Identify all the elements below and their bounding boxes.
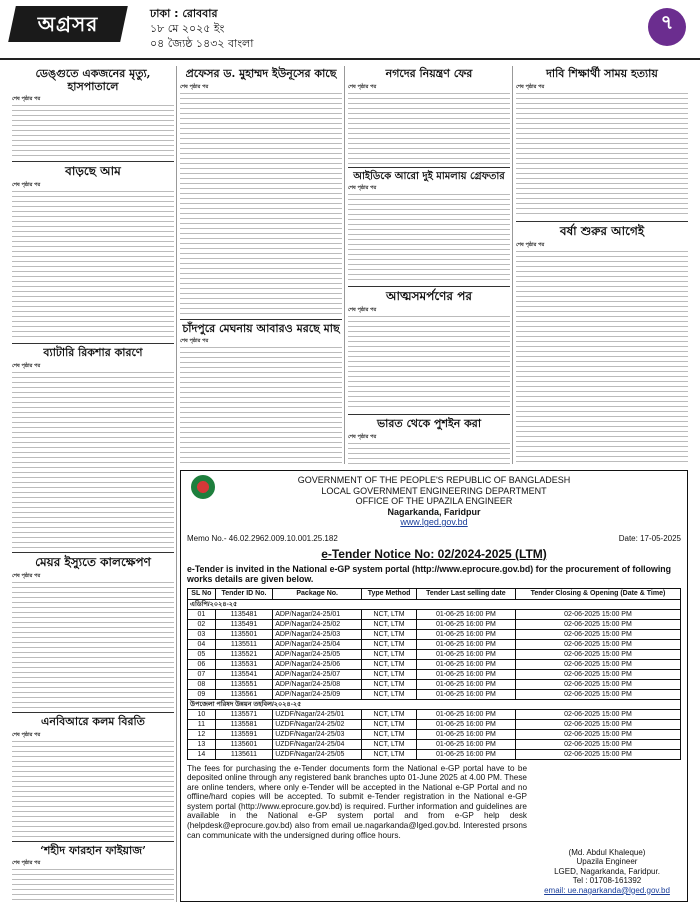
byline: শেষ পৃষ্ঠার পর xyxy=(516,83,545,90)
closing-date-cell: 02-06-2025 15:00 PM xyxy=(515,749,680,759)
tender-id-cell: 1135521 xyxy=(215,649,273,659)
tender-id-cell: 1135481 xyxy=(215,609,273,619)
sl-cell: 05 xyxy=(188,649,216,659)
gov-line: Nagarkanda, Faridpur xyxy=(387,506,481,517)
dateline xyxy=(150,6,253,51)
article-body xyxy=(12,581,174,709)
tender-id-cell: 1135571 xyxy=(215,709,273,719)
byline: শেষ পৃষ্ঠার পর xyxy=(348,185,377,192)
tender-id-cell: 1135581 xyxy=(215,719,273,729)
article-headline: ‘শহীদ ফারহান ফাইয়াজ’ xyxy=(40,843,146,857)
article-headline: মেয়র ইস্যুতে কালক্ষেপণ xyxy=(35,555,151,569)
signer-name: (Md. Abdul Khaleque) xyxy=(568,847,646,857)
table-row xyxy=(188,659,681,669)
byline: শেষ পৃষ্ঠার পর xyxy=(12,182,41,189)
package-cell: ADP/Nagar/24-25/05 xyxy=(273,649,362,659)
table-row xyxy=(188,739,681,749)
table-row xyxy=(188,719,681,729)
byline: শেষ পৃষ্ঠার পর xyxy=(12,731,41,738)
table-header-cell: Tender Closing & Opening (Date & Time) xyxy=(515,588,680,599)
article-body xyxy=(516,250,688,464)
byline: শেষ পৃষ্ঠার পর xyxy=(348,433,377,440)
table-row xyxy=(188,629,681,639)
selling-date-cell: 01-06-25 16:00 PM xyxy=(416,739,515,749)
package-cell: ADP/Nagar/24-25/08 xyxy=(273,679,362,689)
closing-date-cell: 02-06-2025 15:00 PM xyxy=(515,669,680,679)
divider xyxy=(12,343,174,344)
tender-id-cell: 1135601 xyxy=(215,739,273,749)
byline: শেষ পৃষ্ঠার পর xyxy=(12,860,41,867)
method-cell: NCT, LTM xyxy=(362,719,417,729)
selling-date-cell: 01-06-25 16:00 PM xyxy=(416,689,515,699)
selling-date-cell: 01-06-25 16:00 PM xyxy=(416,619,515,629)
article-body xyxy=(180,346,342,464)
package-cell: UZDF/Nagar/24-25/04 xyxy=(273,739,362,749)
article-headline: ভারত থেকে পুশইন করা xyxy=(376,417,482,431)
package-cell: UZDF/Nagar/24-25/03 xyxy=(273,729,362,739)
sl-cell: 03 xyxy=(188,629,216,639)
article-body xyxy=(348,442,510,464)
method-cell: NCT, LTM xyxy=(362,709,417,719)
tender-id-cell: 1135611 xyxy=(215,749,273,759)
article-headline: দাবি শিক্ষার্থী সাময় হত্যায় xyxy=(546,67,658,80)
article-body xyxy=(180,92,342,316)
article-body xyxy=(12,868,174,902)
tender-footer: The fees for purchasing the e-Tender documents form the National e-GP portal have to be deposited online through any registered bank branches upto 01-June 2025 at 4.00 PM. These are online tenders, where only e-Tender will be accepted in the National e-GP Portal and no offline/hard copies will be accepted. To submit e-Tender registration in the National e-GP system portal (http://www.eprocure.gov.bd) is required. Further information and guidelines are available in the National e-GP system portal and from e-GP help desk (helpdesk@eprocure.gov.bd) also from email ue.nagarkanda@lged.gov.bd. Interested prsons can communicate with the undersigned during office hours. xyxy=(187,763,527,840)
divider xyxy=(348,167,510,168)
method-cell: NCT, LTM xyxy=(362,689,417,699)
signature-block xyxy=(537,848,677,895)
table-row xyxy=(188,749,681,759)
news-column-3 xyxy=(348,66,510,464)
column-divider xyxy=(344,66,345,464)
memo-number: Memo No.- 46.02.2962.009.10.001.25.182 xyxy=(187,533,338,543)
table-row xyxy=(188,669,681,679)
divider xyxy=(348,286,510,287)
table-header-cell: Tender ID No. xyxy=(215,588,273,599)
closing-date-cell: 02-06-2025 15:00 PM xyxy=(515,689,680,699)
package-cell: ADP/Nagar/24-25/06 xyxy=(273,659,362,669)
package-cell: UZDF/Nagar/24-25/01 xyxy=(273,709,362,719)
byline: শেষ পৃষ্ঠার পর xyxy=(12,96,41,103)
article-headline: এনবিআরে কলম বিরতি xyxy=(41,714,145,728)
package-cell: ADP/Nagar/24-25/07 xyxy=(273,669,362,679)
gov-line: OFFICE OF THE UPAZILA ENGINEER xyxy=(355,496,513,506)
byline: শেষ পৃষ্ঠার পর xyxy=(12,362,41,369)
method-cell: NCT, LTM xyxy=(362,679,417,689)
gov-line: LOCAL GOVERNMENT ENGINEERING DEPARTMENT xyxy=(321,485,547,496)
sl-cell: 08 xyxy=(188,679,216,689)
package-cell: ADP/Nagar/24-25/03 xyxy=(273,629,362,639)
sl-cell: 07 xyxy=(188,669,216,679)
closing-date-cell: 02-06-2025 15:00 PM xyxy=(515,649,680,659)
closing-date-cell: 02-06-2025 15:00 PM xyxy=(515,719,680,729)
tender-header xyxy=(187,475,681,528)
sl-cell: 14 xyxy=(188,749,216,759)
table-header-row xyxy=(188,588,681,599)
byline: শেষ পৃষ্ঠার পর xyxy=(12,572,41,579)
divider xyxy=(12,161,174,162)
memo-row xyxy=(187,534,681,543)
closing-date-cell: 02-06-2025 15:00 PM xyxy=(515,609,680,619)
tender-table xyxy=(187,588,681,760)
divider xyxy=(12,712,174,713)
table-header-cell: Tender Last selling date xyxy=(416,588,515,599)
news-column-2 xyxy=(180,66,342,464)
article-headline: নগদের নিয়ন্ত্রণ ফের xyxy=(385,67,473,80)
date-english: ১৮ মে ২০২৫ ইং xyxy=(150,22,225,35)
article-body xyxy=(12,104,174,158)
sl-cell: 01 xyxy=(188,609,216,619)
package-cell: UZDF/Nagar/24-25/02 xyxy=(273,719,362,729)
closing-date-cell: 02-06-2025 15:00 PM xyxy=(515,739,680,749)
tender-id-cell: 1135531 xyxy=(215,659,273,669)
table-header-cell: Type Method xyxy=(362,588,417,599)
divider xyxy=(348,414,510,415)
byline: শেষ পৃষ্ঠার পর xyxy=(348,83,377,90)
method-cell: NCT, LTM xyxy=(362,739,417,749)
tender-title: e-Tender Notice No: 02/2024-2025 (LTM) xyxy=(321,546,547,561)
closing-date-cell: 02-06-2025 15:00 PM xyxy=(515,619,680,629)
article-headline: আইডিকে আরো দুই মামলায় গ্রেফতার xyxy=(353,170,505,182)
method-cell: NCT, LTM xyxy=(362,649,417,659)
byline: শেষ পৃষ্ঠার পর xyxy=(516,241,545,248)
selling-date-cell: 01-06-25 16:00 PM xyxy=(416,719,515,729)
page-number: ৭ xyxy=(648,8,686,46)
selling-date-cell: 01-06-25 16:00 PM xyxy=(416,749,515,759)
sl-cell: 11 xyxy=(188,719,216,729)
table-row xyxy=(188,689,681,699)
website-link[interactable]: www.lged.gov.bd xyxy=(400,517,468,527)
group-label: এডিপি/২০২৪-২৫ xyxy=(188,599,681,609)
selling-date-cell: 01-06-25 16:00 PM xyxy=(416,729,515,739)
group-label: উপজেলা পরিষদ উন্নয়ন তহবিল/২০২৪-২৫ xyxy=(188,699,681,709)
sl-cell: 09 xyxy=(188,689,216,699)
article-headline: ব্যাটারি রিকশার কারণে xyxy=(43,346,143,360)
date-bengali: ০৪ জ্যৈষ্ঠ ১৪৩২ বাংলা xyxy=(150,37,254,50)
table-row xyxy=(188,729,681,739)
article-body xyxy=(516,92,688,218)
divider xyxy=(12,841,174,842)
tender-intro: e-Tender is invited in the National e-GP system portal (http://www.eprocure.gov.bd) for the procurement of following works details are given below. xyxy=(187,563,672,584)
divider xyxy=(12,552,174,553)
memo-date: Date: 17-05-2025 xyxy=(618,533,681,543)
tender-id-cell: 1135501 xyxy=(215,629,273,639)
method-cell: NCT, LTM xyxy=(362,659,417,669)
method-cell: NCT, LTM xyxy=(362,729,417,739)
location-day: ঢাকা : রোববার xyxy=(150,7,218,20)
sl-cell: 02 xyxy=(188,619,216,629)
sl-cell: 12 xyxy=(188,729,216,739)
signer-email[interactable]: email: ue.nagarkanda@lged.gov.bd xyxy=(544,885,670,895)
selling-date-cell: 01-06-25 16:00 PM xyxy=(416,679,515,689)
table-group-row xyxy=(188,599,681,609)
selling-date-cell: 01-06-25 16:00 PM xyxy=(416,639,515,649)
table-header-cell: SL No xyxy=(188,588,216,599)
closing-date-cell: 02-06-2025 15:00 PM xyxy=(515,629,680,639)
sl-cell: 04 xyxy=(188,639,216,649)
selling-date-cell: 01-06-25 16:00 PM xyxy=(416,659,515,669)
article-headline: প্রফেসর ড. মুহাম্মদ ইউনূসের কাছে xyxy=(185,67,337,80)
newspaper-logo: অগ্রসর xyxy=(8,6,128,42)
package-cell: ADP/Nagar/24-25/01 xyxy=(273,609,362,619)
method-cell: NCT, LTM xyxy=(362,669,417,679)
package-cell: ADP/Nagar/24-25/09 xyxy=(273,689,362,699)
method-cell: NCT, LTM xyxy=(362,749,417,759)
method-cell: NCT, LTM xyxy=(362,609,417,619)
tender-id-cell: 1135541 xyxy=(215,669,273,679)
closing-date-cell: 02-06-2025 15:00 PM xyxy=(515,679,680,689)
closing-date-cell: 02-06-2025 15:00 PM xyxy=(515,709,680,719)
article-headline: বর্ষা শুরুর আগেই xyxy=(559,223,645,238)
news-column-4 xyxy=(516,66,688,464)
method-cell: NCT, LTM xyxy=(362,629,417,639)
selling-date-cell: 01-06-25 16:00 PM xyxy=(416,629,515,639)
signer-office: LGED, Nagarkanda, Faridpur. xyxy=(554,866,660,876)
article-body xyxy=(12,740,174,838)
article-headline: ডেঙ্গুতে একজনের মৃত্যু, হাসপাতালে xyxy=(35,67,151,93)
divider xyxy=(516,221,688,222)
news-column-1 xyxy=(12,66,174,902)
article-headline: চাঁদপুরে মেঘনায় আবারও মরছে মাছ xyxy=(182,321,340,335)
selling-date-cell: 01-06-25 16:00 PM xyxy=(416,609,515,619)
table-row xyxy=(188,679,681,689)
method-cell: NCT, LTM xyxy=(362,639,417,649)
gov-line: GOVERNMENT OF THE PEOPLE'S REPUBLIC OF BANGLADESH xyxy=(297,475,571,485)
package-cell: ADP/Nagar/24-25/04 xyxy=(273,639,362,649)
masthead xyxy=(0,0,700,60)
package-cell: UZDF/Nagar/24-25/05 xyxy=(273,749,362,759)
table-row xyxy=(188,709,681,719)
byline: শেষ পৃষ্ঠার পর xyxy=(348,307,377,314)
column-divider xyxy=(176,66,177,902)
column-divider xyxy=(512,66,513,464)
article-body xyxy=(12,190,174,340)
divider xyxy=(180,319,342,320)
article-body xyxy=(348,315,510,411)
article-body xyxy=(348,193,510,283)
byline: শেষ পৃষ্ঠার পর xyxy=(180,83,209,90)
closing-date-cell: 02-06-2025 15:00 PM xyxy=(515,639,680,649)
article-body xyxy=(348,92,510,164)
article-headline: আত্মসমর্পণের পর xyxy=(386,289,472,304)
government-seal-icon xyxy=(191,475,215,499)
sl-cell: 10 xyxy=(188,709,216,719)
signer-phone: Tel : 01708-161392 xyxy=(572,876,642,886)
package-cell: ADP/Nagar/24-25/02 xyxy=(273,619,362,629)
selling-date-cell: 01-06-25 16:00 PM xyxy=(416,709,515,719)
table-header-cell: Package No. xyxy=(273,588,362,599)
signer-title: Upazila Engineer xyxy=(576,857,638,867)
table-row xyxy=(188,619,681,629)
tender-id-cell: 1135551 xyxy=(215,679,273,689)
closing-date-cell: 02-06-2025 15:00 PM xyxy=(515,729,680,739)
tender-id-cell: 1135491 xyxy=(215,619,273,629)
tender-id-cell: 1135591 xyxy=(215,729,273,739)
closing-date-cell: 02-06-2025 15:00 PM xyxy=(515,659,680,669)
tender-id-cell: 1135511 xyxy=(215,639,273,649)
article-body xyxy=(12,371,174,549)
article-headline: বাড়ছে আম xyxy=(65,164,121,179)
sl-cell: 13 xyxy=(188,739,216,749)
table-row xyxy=(188,649,681,659)
byline: শেষ পৃষ্ঠার পর xyxy=(180,338,209,345)
selling-date-cell: 01-06-25 16:00 PM xyxy=(416,669,515,679)
table-group-row xyxy=(188,699,681,709)
method-cell: NCT, LTM xyxy=(362,619,417,629)
selling-date-cell: 01-06-25 16:00 PM xyxy=(416,649,515,659)
table-row xyxy=(188,609,681,619)
table-row xyxy=(188,639,681,649)
sl-cell: 06 xyxy=(188,659,216,669)
tender-notice xyxy=(180,470,688,902)
tender-id-cell: 1135561 xyxy=(215,689,273,699)
